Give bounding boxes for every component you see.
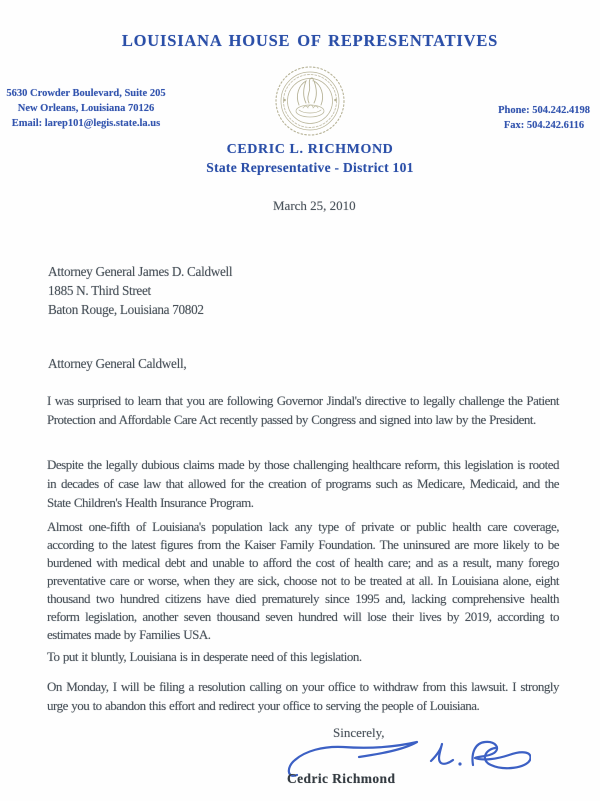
letter-paragraph-3: Almost one-fifth of Louisiana's population lack any type of private or public health care coverage, according to the latest figures from the Kaiser Family Foundation. The uninsured are more likely to be burdened with medical debt and unable to afford the cost of health care; and as a result, many forego preventative care or worse, when they are sick, choose not to be treated at all. In Louisiana alone, eight thousand two hundred citizens have died prematurely since 1995 and, lacking comprehensive health reform legislation, another seven thousand seven hundred will lose their lives by 2019, according to estimates made by Families USA.	[47, 519, 559, 642]
office-address-line1: 5630 Crowder Boulevard, Suite 205	[6, 88, 166, 99]
letter-paragraph-5: On Monday, I will be filing a resolution calling on your office to withdraw from this lawsuit. I strongly urge you to abandon this effort and redirect your office to serving the people of Louisiana.	[47, 679, 559, 713]
office-email: Email: larep101@legis.state.la.us	[11, 118, 161, 129]
letterhead-organization: LOUISIANA HOUSE OF REPRESENTATIVES	[121, 31, 499, 50]
recipient-name: Attorney General James D. Caldwell	[48, 264, 233, 279]
office-contact-block	[484, 103, 600, 133]
recipient-street: 1885 N. Third Street	[48, 283, 151, 298]
letter-paragraph-1: I was surprised to learn that you are following Governor Jindal's directive to legally challenge the Patient Protection and Affordable Care Act recently passed by Congress and signed into law by the President.	[47, 393, 559, 427]
office-fax: Fax: 504.242.6116	[503, 120, 585, 131]
closing-salutation: Sincerely,	[333, 725, 385, 740]
representative-name: CEDRIC L. RICHMOND	[226, 142, 394, 157]
office-address-line2: New Orleans, Louisiana 70126	[17, 103, 155, 114]
signature-printed-name: Cedric Richmond	[287, 771, 396, 786]
representative-title: State Representative - District 101	[206, 160, 414, 175]
recipient-city: Baton Rouge, Louisiana 70802	[48, 302, 204, 317]
letter-paragraph-4: To put it bluntly, Louisiana is in desperate need of this legislation.	[47, 649, 362, 664]
office-address-block	[2, 86, 170, 131]
letter-date: March 25, 2010	[273, 198, 356, 213]
louisiana-state-seal-icon	[274, 63, 346, 139]
salutation: Attorney General Caldwell,	[48, 356, 187, 371]
office-phone: Phone: 504.242.4198	[498, 105, 590, 116]
letter-paragraph-2: Despite the legally dubious claims made by those challenging healthcare reform, this legislation is rooted in decades of case law that allowed for the creation of programs such as Medicare, Medicaid, and the State Children's Health Insurance Program.	[47, 457, 559, 510]
recipient-address-block	[48, 262, 232, 319]
